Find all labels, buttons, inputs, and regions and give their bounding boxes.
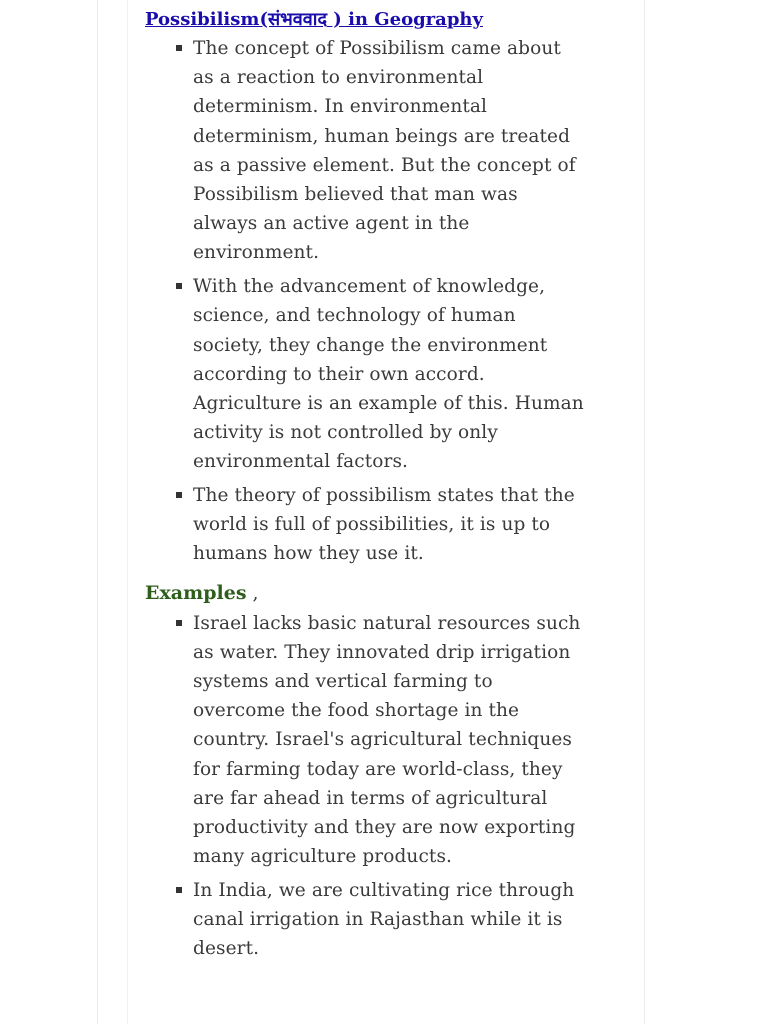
article-title-link[interactable]: Possibilism(संभववाद ) in Geography	[145, 9, 483, 30]
square-bullet-icon	[176, 492, 182, 498]
list-item-text: In India, we are cultivating rice through canal irrigation in Rajasthan while it is desert.	[193, 879, 575, 960]
list-item	[175, 609, 585, 872]
square-bullet-icon	[176, 887, 182, 893]
square-bullet-icon	[176, 45, 182, 51]
list-item	[175, 272, 585, 476]
list-item	[175, 876, 585, 964]
list-item-text: With the advancement of knowledge, science, and technology of human society, they change the environment according to their own accord. Agriculture is an example of this. Human activity is not controlled by only environmental factors.	[193, 276, 584, 473]
list-item-text: The theory of possibilism states that the world is full of possibilities, it is up to humans how they use it.	[193, 485, 575, 565]
square-bullet-icon	[176, 620, 182, 626]
examples-suffix: ,	[246, 581, 259, 604]
intro-bullet-list	[145, 34, 585, 569]
examples-label: Examples	[145, 581, 247, 604]
examples-heading	[145, 577, 585, 609]
examples-bullet-list	[145, 609, 585, 964]
article-content	[145, 6, 585, 964]
list-item	[175, 481, 585, 569]
list-item	[175, 34, 585, 268]
square-bullet-icon	[176, 283, 182, 289]
list-item-text: Israel lacks basic natural resources such as water. They innovated drip irrigation systems and vertical farming to overcome the food shortage in the country. Israel's agricultural techniques for farming today are world-class, they are far ahead in terms of agricultural productivity and they are now exporting many agriculture products.	[193, 612, 581, 868]
list-item-text: The concept of Possibilism came about as a reaction to environmental determinism. In environmental determinism, human beings are treated as a passive element. But the concept of Possibilism believed that man was always an active agent in the environment.	[193, 38, 576, 264]
